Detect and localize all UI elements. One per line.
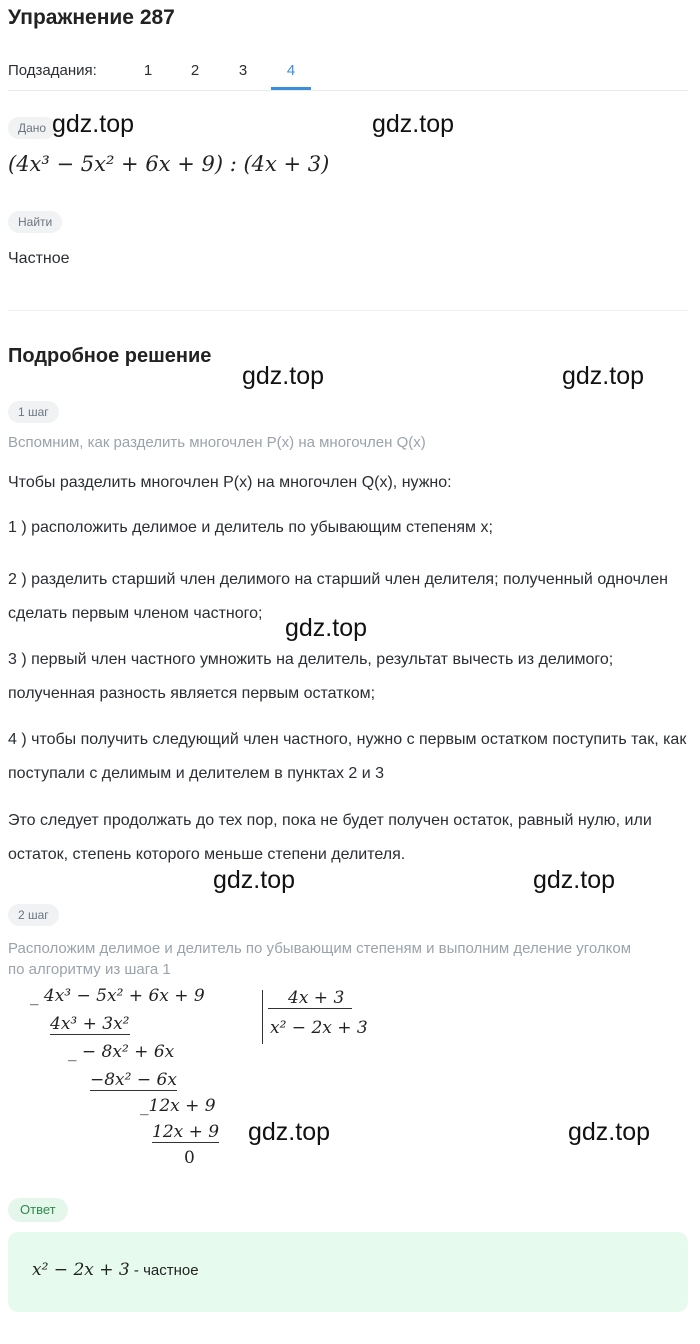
watermark: gdz.top (285, 614, 368, 642)
step2-hint: Расположим делимое и делитель по убывающим степеням и выполним деление уголком по алгоритму из шага 1 (8, 940, 632, 978)
step1-intro: Чтобы разделить многочлен P(x) на многочлен Q(x), нужно: (8, 474, 452, 491)
watermark: gdz.top (562, 362, 645, 390)
step1-item-2: 2 ) разделить старший член делимого на старший член делителя; полученный одночлен сделать первым членом частного; (8, 571, 668, 622)
page-title: Упражнение 287 (8, 6, 175, 29)
find-chip: Найти (8, 211, 62, 233)
given-chip: Дано (8, 117, 56, 139)
step1-chip: 1 шаг (8, 401, 59, 423)
section-divider (8, 310, 688, 311)
watermark: gdz.top (242, 362, 325, 390)
watermark: gdz.top (372, 110, 455, 138)
watermark: gdz.top (213, 866, 296, 894)
active-tab-indicator (271, 87, 311, 90)
division-dividend: _ 4x³ − 5x² + 6x + 9 (30, 986, 205, 1006)
step1-hint: Вспомним, как разделить многочлен P(x) на многочлен Q(x) (8, 434, 426, 451)
answer-box (8, 1232, 688, 1312)
step1-item-4: 4 ) чтобы получить следующий член частного, нужно с первым остатком поступить так, как поступали с делимым и делителем в пунктах 2 и 3 (8, 731, 687, 782)
division-remainder-2: _12x + 9 (140, 1096, 216, 1116)
answer-suffix: - частное (129, 1262, 199, 1279)
step2-chip: 2 шаг (8, 904, 59, 926)
step1-item-1: 1 ) расположить делимое и делитель по убывающим степеням x; (8, 519, 493, 536)
division-remainder-3: 0 (184, 1148, 195, 1168)
division-subtrahend-2: −8x² − 6x (90, 1070, 177, 1090)
watermark: gdz.top (568, 1118, 651, 1146)
watermark: gdz.top (52, 110, 135, 138)
answer-chip: Ответ (8, 1198, 68, 1222)
subtask-tab-4[interactable]: 4 (286, 62, 296, 79)
long-division (20, 986, 420, 1176)
subtasks-nav (8, 60, 688, 91)
find-text: Частное (8, 250, 70, 267)
solution-heading: Подробное решение (8, 345, 212, 367)
answer-text (32, 1260, 199, 1280)
subtask-tab-2[interactable]: 2 (190, 62, 200, 79)
division-divisor: 4x + 3 (268, 988, 352, 1009)
watermark: gdz.top (248, 1118, 331, 1146)
division-quotient: x² − 2x + 3 (270, 1018, 368, 1038)
subtask-tab-3[interactable]: 3 (238, 62, 248, 79)
step1-note: Это следует продолжать до тех пор, пока не будет получен остаток, равный нулю, или остаток, степень которого меньше степени делителя. (8, 812, 652, 863)
division-subtrahend-3: 12x + 9 (152, 1122, 220, 1142)
given-formula: (4x³ − 5x² + 6x + 9) : (4x + 3) (8, 152, 330, 176)
subtasks-label: Подзадания: (8, 62, 97, 79)
answer-formula: x² − 2x + 3 (32, 1260, 130, 1280)
division-remainder-1: _ − 8x² + 6x (68, 1042, 175, 1062)
step1-item-3: 3 ) первый член частного умножить на делитель, результат вычесть из делимого; полученная разность является первым остатком; (8, 651, 614, 702)
division-subtrahend-1: 4x³ + 3x² (50, 1014, 130, 1034)
division-bracket (262, 990, 263, 1044)
subtask-tab-1[interactable]: 1 (143, 62, 153, 79)
watermark: gdz.top (533, 866, 616, 894)
